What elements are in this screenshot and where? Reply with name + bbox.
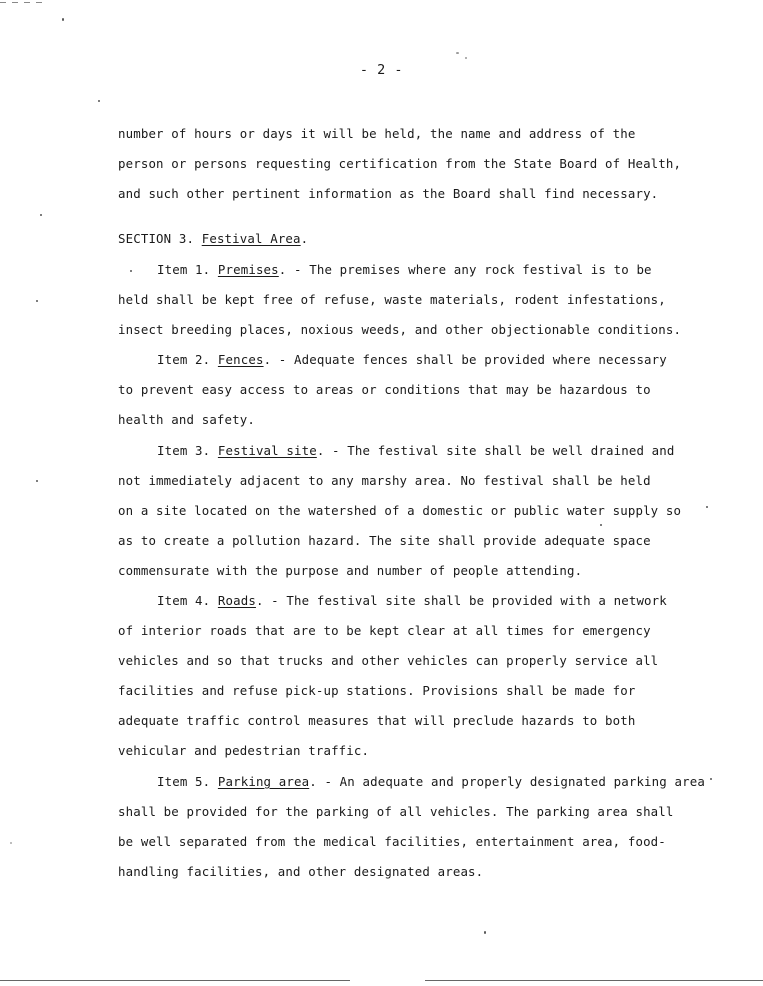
item-1-title: Premises: [217, 262, 279, 277]
item-4-line: vehicular and pedestrian traffic.: [118, 743, 370, 758]
item-2-title: Fences: [217, 352, 264, 367]
section-heading-prefix: SECTION 3.: [118, 231, 202, 246]
page-number: - 2 -: [359, 62, 404, 78]
item-3-prefix: Item 3.: [157, 443, 218, 458]
section-heading-suffix: .: [300, 231, 309, 246]
item-5-first-line: [157, 774, 705, 790]
scan-speck: [465, 57, 467, 59]
intro-line: and such other pertinent information as the Board shall find necessary.: [118, 186, 659, 201]
item-5-text: . - An adequate and properly designated parking area: [309, 774, 705, 789]
scan-speck: [36, 300, 38, 302]
item-3-line: not immediately adjacent to any marshy area. No festival shall be held: [118, 473, 651, 488]
scan-speck: [706, 506, 708, 508]
item-2-prefix: Item 2.: [157, 352, 218, 367]
intro-line: number of hours or days it will be held, the name and address of the: [118, 126, 636, 141]
item-3-line: on a site located on the watershed of a domestic or public water supply so: [118, 503, 682, 518]
scan-edge-mark: [0, 2, 42, 3]
item-5-prefix: Item 5.: [157, 774, 218, 789]
item-2-line: to prevent easy access to areas or conditions that may be hazardous to: [118, 382, 651, 397]
item-5-title: Parking area: [217, 774, 310, 789]
item-3-title: Festival site: [217, 443, 317, 458]
item-4-line: facilities and refuse pick-up stations. Provisions shall be made for: [118, 683, 636, 698]
item-1-first-line: [157, 262, 652, 278]
item-4-prefix: Item 4.: [157, 593, 218, 608]
item-4-line: adequate traffic control measures that will preclude hazards to both: [118, 713, 636, 728]
scan-speck: [98, 100, 100, 102]
scan-speck: [130, 270, 132, 272]
scan-speck: [36, 480, 38, 482]
item-3-text: . - The festival site shall be well drained and: [316, 443, 675, 458]
item-1-text: . - The premises where any rock festival is to be: [278, 262, 652, 277]
item-2-first-line: [157, 352, 667, 368]
item-4-line: vehicles and so that trucks and other vehicles can properly service all: [118, 653, 659, 668]
scan-speck: [456, 52, 459, 54]
item-5-line: be well separated from the medical facilities, entertainment area, food-: [118, 834, 666, 849]
item-1-line: held shall be kept free of refuse, waste materials, rodent infestations,: [118, 292, 666, 307]
scan-speck: [40, 214, 42, 216]
intro-line: person or persons requesting certification from the State Board of Health,: [118, 156, 682, 171]
scan-bottom-rule: [0, 980, 350, 981]
scan-speck: [62, 18, 64, 21]
item-5-line: shall be provided for the parking of all vehicles. The parking area shall: [118, 804, 674, 819]
item-5-line: handling facilities, and other designated areas.: [118, 864, 484, 879]
item-4-first-line: [157, 593, 667, 609]
scan-speck: [484, 931, 486, 934]
item-4-text: . - The festival site shall be provided with a network: [255, 593, 667, 608]
item-4-line: of interior roads that are to be kept clear at all times for emergency: [118, 623, 651, 638]
item-3-line: as to create a pollution hazard. The site shall provide adequate space: [118, 533, 651, 548]
scan-speck: [10, 842, 12, 844]
scan-speck: [710, 778, 712, 780]
item-4-title: Roads: [217, 593, 256, 608]
item-2-text: . - Adequate fences shall be provided where necessary: [263, 352, 667, 367]
scan-bottom-rule: [425, 980, 763, 981]
section-heading: [118, 231, 308, 247]
item-1-line: insect breeding places, noxious weeds, and other objectionable conditions.: [118, 322, 682, 337]
scan-speck: [600, 524, 602, 526]
section-heading-title: Festival Area: [201, 231, 301, 246]
item-2-line: health and safety.: [118, 412, 255, 427]
item-1-prefix: Item 1.: [157, 262, 218, 277]
item-3-first-line: [157, 443, 675, 459]
item-3-line: commensurate with the purpose and number of people attending.: [118, 563, 583, 578]
